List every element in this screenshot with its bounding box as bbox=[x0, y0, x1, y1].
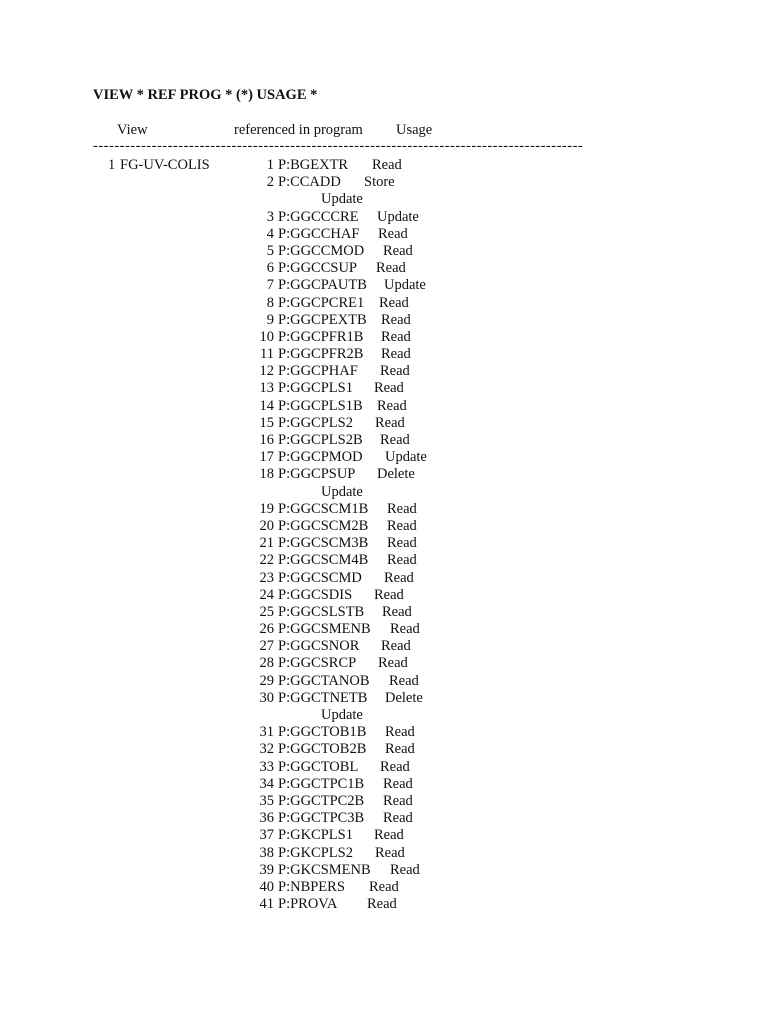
usage-value: Read bbox=[390, 621, 420, 638]
usage-value: Read bbox=[369, 878, 399, 895]
usage-value: Read bbox=[379, 294, 409, 311]
program-row bbox=[0, 501, 768, 518]
row-number: 1 bbox=[266, 157, 274, 173]
usage-value: Update bbox=[321, 191, 363, 208]
row-number: 6 bbox=[266, 260, 274, 277]
program-row bbox=[0, 879, 768, 896]
row-number: 41 bbox=[259, 896, 274, 913]
row-number: 25 bbox=[259, 603, 274, 620]
usage-value: Read bbox=[372, 157, 402, 173]
program-row bbox=[0, 621, 768, 638]
program-name: P:GKCSMENB bbox=[278, 861, 371, 878]
program-row bbox=[0, 827, 768, 844]
usage-value: Read bbox=[375, 414, 405, 431]
row-number: 28 bbox=[259, 655, 274, 672]
row-number: 20 bbox=[259, 517, 274, 534]
program-row bbox=[0, 243, 768, 260]
usage-value: Read bbox=[387, 535, 417, 552]
program-row bbox=[0, 793, 768, 810]
program-row bbox=[0, 312, 768, 329]
program-row bbox=[0, 535, 768, 552]
program-row bbox=[0, 295, 768, 312]
program-name: P:GGCSLSTB bbox=[278, 603, 365, 620]
program-row bbox=[0, 845, 768, 862]
header-usage: Usage bbox=[396, 122, 433, 138]
program-row bbox=[0, 638, 768, 655]
program-name: P:GGCTOB2B bbox=[278, 741, 367, 758]
row-number: 18 bbox=[259, 466, 274, 483]
program-row bbox=[0, 587, 768, 604]
row-number: 26 bbox=[259, 621, 274, 638]
program-row bbox=[0, 724, 768, 741]
usage-value: Read bbox=[380, 432, 410, 448]
row-number: 15 bbox=[259, 414, 274, 431]
header-program: referenced in program bbox=[234, 122, 363, 138]
program-name: P:GGCSMENB bbox=[278, 621, 371, 638]
program-name: P:GGCSCM2B bbox=[278, 517, 369, 534]
row-number: 10 bbox=[259, 328, 274, 345]
row-number: 12 bbox=[259, 363, 274, 380]
row-number: 27 bbox=[259, 638, 274, 655]
row-number: 29 bbox=[259, 672, 274, 689]
program-name: P:GGCSNOR bbox=[278, 638, 360, 655]
program-name: P:GGCPLS1B bbox=[278, 397, 363, 414]
program-name: P:GGCCSUP bbox=[278, 260, 357, 277]
row-number: 39 bbox=[259, 861, 274, 878]
program-name: P:GGCPCRE1 bbox=[278, 294, 365, 311]
usage-value: Update bbox=[377, 208, 419, 225]
row-number: 37 bbox=[259, 827, 274, 844]
view-name: FG-UV-COLIS bbox=[120, 157, 210, 173]
usage-value: Store bbox=[364, 174, 395, 191]
usage-value: Read bbox=[381, 346, 411, 363]
usage-value: Read bbox=[387, 500, 417, 517]
program-name: P:GGCCCRE bbox=[278, 208, 359, 225]
program-row bbox=[0, 209, 768, 226]
program-name: P:GKCPLS1 bbox=[278, 827, 353, 844]
usage-value: Read bbox=[380, 363, 410, 380]
program-row bbox=[0, 759, 768, 776]
row-number: 2 bbox=[266, 174, 274, 191]
program-name: P:GGCPEXTB bbox=[278, 311, 367, 328]
usage-value: Read bbox=[376, 260, 406, 277]
usage-value: Update bbox=[321, 483, 363, 500]
program-name: P:GGCCMOD bbox=[278, 242, 365, 259]
row-number: 35 bbox=[259, 792, 274, 809]
usage-value: Read bbox=[367, 896, 397, 913]
program-row bbox=[0, 810, 768, 827]
row-number: 32 bbox=[259, 741, 274, 758]
program-name: P:GGCTOBL bbox=[278, 758, 359, 775]
program-row bbox=[0, 329, 768, 346]
program-row bbox=[0, 552, 768, 569]
program-row bbox=[0, 432, 768, 449]
header-view: View bbox=[117, 122, 148, 138]
usage-value: Read bbox=[390, 861, 420, 878]
program-name: P:GGCPMOD bbox=[278, 449, 363, 466]
program-row bbox=[0, 157, 768, 174]
usage-value: Read bbox=[385, 724, 415, 741]
usage-continuation-row bbox=[0, 191, 768, 208]
row-number: 5 bbox=[266, 242, 274, 259]
program-name: P:GGCPSUP bbox=[278, 466, 356, 483]
program-name: P:CCADD bbox=[278, 174, 341, 191]
program-name: P:GGCSRCP bbox=[278, 655, 357, 672]
row-number: 33 bbox=[259, 758, 274, 775]
usage-value: Update bbox=[321, 707, 363, 723]
usage-value: Read bbox=[383, 242, 413, 259]
program-row bbox=[0, 174, 768, 191]
program-name: P:GGCSCMD bbox=[278, 569, 362, 586]
program-row bbox=[0, 655, 768, 672]
program-name: P:GGCTANOB bbox=[278, 672, 370, 689]
program-row bbox=[0, 776, 768, 793]
program-row bbox=[0, 398, 768, 415]
usage-value: Read bbox=[378, 225, 408, 242]
row-number: 8 bbox=[266, 294, 274, 311]
program-name: P:GGCPLS2B bbox=[278, 432, 363, 448]
program-row bbox=[0, 380, 768, 397]
row-number: 4 bbox=[266, 225, 274, 242]
view-number: 1 bbox=[108, 157, 116, 173]
row-number: 9 bbox=[266, 311, 274, 328]
usage-value: Read bbox=[374, 586, 404, 603]
usage-value: Read bbox=[387, 517, 417, 534]
program-name: P:GGCPLS1 bbox=[278, 380, 353, 397]
row-number: 23 bbox=[259, 569, 274, 586]
usage-value: Read bbox=[381, 311, 411, 328]
program-row bbox=[0, 363, 768, 380]
program-name: P:GKCPLS2 bbox=[278, 844, 353, 861]
program-name: P:GGCTPC1B bbox=[278, 775, 365, 792]
row-number: 40 bbox=[259, 878, 274, 895]
usage-value: Read bbox=[385, 741, 415, 758]
row-number: 11 bbox=[260, 346, 274, 363]
program-name: P:PROVA bbox=[278, 896, 338, 913]
program-row bbox=[0, 449, 768, 466]
usage-value: Read bbox=[382, 603, 412, 620]
row-number: 31 bbox=[259, 724, 274, 741]
row-number: 19 bbox=[259, 500, 274, 517]
program-row bbox=[0, 466, 768, 483]
program-name: P:GGCPHAF bbox=[278, 363, 358, 380]
row-number: 34 bbox=[259, 775, 274, 792]
usage-value: Read bbox=[377, 397, 407, 414]
usage-value: Read bbox=[384, 569, 414, 586]
program-name: P:GGCCHAF bbox=[278, 225, 360, 242]
row-number: 13 bbox=[259, 380, 274, 397]
row-number: 21 bbox=[259, 535, 274, 552]
program-name: P:GGCSCM3B bbox=[278, 535, 369, 552]
program-name: P:GGCSCM1B bbox=[278, 500, 369, 517]
usage-value: Read bbox=[374, 827, 404, 844]
program-row bbox=[0, 277, 768, 294]
separator-rule: -------------------------------------------------------------------------------------------- bbox=[93, 138, 584, 154]
program-name: P:BGEXTR bbox=[278, 157, 349, 173]
row-number: 38 bbox=[259, 844, 274, 861]
row-number: 36 bbox=[259, 810, 274, 827]
usage-value: Update bbox=[384, 277, 426, 294]
program-name: P:GGCSCM4B bbox=[278, 552, 369, 569]
usage-value: Read bbox=[389, 672, 419, 689]
page-title: VIEW * REF PROG * (*) USAGE * bbox=[93, 87, 318, 103]
usage-value: Read bbox=[375, 844, 405, 861]
program-row bbox=[0, 518, 768, 535]
usage-value: Read bbox=[383, 810, 413, 827]
program-name: P:GGCTPC2B bbox=[278, 792, 365, 809]
program-name: P:GGCTPC3B bbox=[278, 810, 365, 827]
row-number: 7 bbox=[266, 277, 274, 294]
row-number: 17 bbox=[259, 449, 274, 466]
program-row bbox=[0, 415, 768, 432]
program-name: P:GGCSDIS bbox=[278, 586, 353, 603]
program-name: P:GGCPFR1B bbox=[278, 328, 364, 345]
usage-continuation-row bbox=[0, 484, 768, 501]
program-row bbox=[0, 570, 768, 587]
usage-value: Delete bbox=[385, 689, 423, 706]
program-name: P:GGCPAUTB bbox=[278, 277, 367, 294]
usage-value: Read bbox=[381, 638, 411, 655]
usage-value: Update bbox=[385, 449, 427, 466]
row-number: 30 bbox=[259, 689, 274, 706]
usage-value: Read bbox=[387, 552, 417, 569]
program-row bbox=[0, 673, 768, 690]
row-number: 3 bbox=[266, 208, 274, 225]
program-name: P:GGCPFR2B bbox=[278, 346, 364, 363]
usage-value: Read bbox=[378, 655, 408, 672]
usage-value: Read bbox=[383, 775, 413, 792]
row-number: 14 bbox=[259, 397, 274, 414]
program-row bbox=[0, 346, 768, 363]
usage-value: Read bbox=[374, 380, 404, 397]
usage-value: Read bbox=[381, 328, 411, 345]
program-row bbox=[0, 741, 768, 758]
program-row bbox=[0, 260, 768, 277]
program-name: P:GGCTOB1B bbox=[278, 724, 367, 741]
row-number: 24 bbox=[259, 586, 274, 603]
program-row bbox=[0, 690, 768, 707]
program-row bbox=[0, 862, 768, 879]
program-name: P:NBPERS bbox=[278, 878, 345, 895]
usage-value: Read bbox=[380, 758, 410, 775]
program-row bbox=[0, 896, 768, 913]
program-name: P:GGCTNETB bbox=[278, 689, 368, 706]
program-name: P:GGCPLS2 bbox=[278, 414, 353, 431]
row-number: 22 bbox=[259, 552, 274, 569]
program-list bbox=[0, 157, 768, 913]
usage-value: Read bbox=[383, 792, 413, 809]
usage-value: Delete bbox=[377, 466, 415, 483]
program-row bbox=[0, 226, 768, 243]
row-number: 16 bbox=[259, 432, 274, 448]
usage-continuation-row bbox=[0, 707, 768, 724]
program-row bbox=[0, 604, 768, 621]
